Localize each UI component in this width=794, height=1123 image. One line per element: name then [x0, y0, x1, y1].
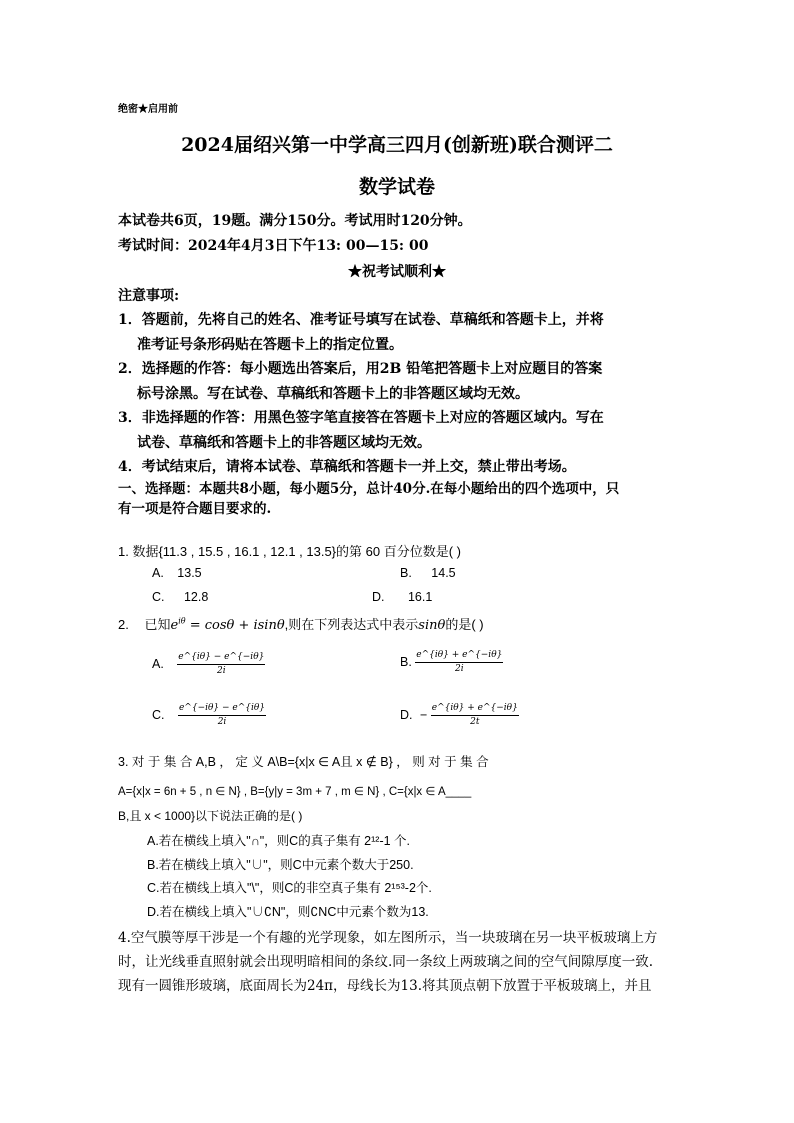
note-1-line-2: 准考证号条形码贴在答题卡上的指定位置。 — [137, 337, 403, 353]
exam-info-line-1: 本试卷共6页，19题。满分150分。考试用时120分钟。 — [118, 213, 472, 229]
q2-option-c-fraction — [178, 703, 266, 728]
notes-heading: 注意事项: — [118, 288, 180, 304]
q1-option-a-label: A. — [152, 566, 164, 580]
note-1-line-1: 1．答题前，先将自己的姓名、准考证号填写在试卷、草稿纸和答题卡上，并将 — [118, 312, 604, 328]
q2-option-a-denominator: 2i — [217, 666, 226, 676]
q2-number: 2. — [118, 617, 129, 632]
q2-option-d[interactable] — [400, 703, 519, 728]
q2-option-d-label: D. — [400, 707, 413, 722]
q2-euler-base: e — [170, 618, 179, 633]
q3-line-2: A={x|x = 6n + 5 , n ∈ N} , B={y|y = 3m + 7 , m ∈ N} , C={x|x ∈ A____ — [118, 786, 472, 798]
q2-target: sinθ — [418, 618, 446, 633]
q2-stem — [118, 614, 484, 633]
q3-option-c[interactable]: C.若在横线上填入"\"，则C的非空真子集有 2¹⁵³-2个. — [147, 881, 432, 895]
q3-line-1: 3. 对 于 集 合 A,B ， 定 义 A\B={x|x ∈ A且 x ∉ B} ， 则 对 于 集 合 — [118, 755, 489, 769]
q2-option-d-fraction — [431, 703, 519, 728]
q1-option-d[interactable] — [372, 590, 432, 604]
blessing-text: ★祝考试顺利★ — [348, 264, 446, 280]
q1-option-b-text: 14.5 — [431, 566, 456, 580]
q2-option-d-denominator: 2t — [470, 717, 480, 727]
exam-title: 2024届绍兴第一中学高三四月(创新班)联合测评二 — [181, 134, 613, 156]
q1-option-b-label: B. — [400, 566, 412, 580]
q1-option-d-label: D. — [372, 590, 385, 604]
q2-option-b[interactable] — [400, 650, 503, 675]
q2-option-d-numerator: e^{iθ} + e^{−iθ} — [431, 703, 519, 716]
q2-prefix: 已知 — [144, 617, 171, 632]
q3-option-a[interactable]: A.若在横线上填入"∩"，则C的真子集有 2¹²-1 个. — [147, 834, 411, 848]
q2-option-c-denominator: 2i — [217, 717, 227, 727]
section-1-line-1: 一、选择题：本题共8小题，每小题5分，总计40分.在每小题给出的四个选项中，只 — [118, 481, 620, 497]
q3-line-3: B,且 x < 1000}以下说法正确的是( ) — [118, 809, 303, 823]
note-3-line-2: 试卷、草稿纸和答题卡上的非答题区域均无效。 — [137, 435, 431, 451]
q2-option-a[interactable] — [152, 652, 265, 677]
note-2-line-1: 2．选择题的作答：每小题选出答案后，用2B 铅笔把答题卡上对应题目的答案 — [118, 361, 603, 377]
q2-option-b-label: B. — [400, 654, 412, 669]
q2-option-c[interactable] — [152, 703, 266, 728]
q4-line-3: 现有一圆锥形玻璃，底面周长为24π，母线长为13.将其顶点朝下放置于平板玻璃上，并且 — [118, 978, 652, 994]
q2-euler-exponent: iθ — [178, 616, 186, 626]
q3-option-b[interactable]: B.若在横线上填入"∪"，则C中元素个数大于250. — [147, 858, 414, 872]
confidential-mark: 绝密★启用前 — [118, 104, 178, 115]
q2-option-b-fraction — [415, 650, 503, 675]
note-3-line-1: 3．非选择题的作答：用黑色签字笔直接答在答题卡上对应的答题区域内。写在 — [118, 410, 604, 426]
q4-line-1: 4.空气膜等厚干涉是一个有趣的光学现象，如左图所示，当一块玻璃在另一块平板玻璃上方 — [118, 930, 658, 946]
q2-option-a-fraction — [177, 652, 265, 677]
q2-middle: ,则在下列表达式中表示 — [284, 617, 419, 632]
q2-option-a-label: A. — [152, 656, 164, 671]
q1-option-c-label: C. — [152, 590, 165, 604]
q3-option-d[interactable]: D.若在横线上填入"∪∁N"，则∁NC中元素个数为13. — [147, 905, 429, 919]
q2-suffix: 的是( ) — [445, 617, 484, 632]
q1-option-d-text: 16.1 — [407, 590, 433, 604]
note-4: 4．考试结束后，请将本试卷、草稿纸和答题卡一并上交，禁止带出考场。 — [118, 459, 576, 475]
q1-option-a[interactable] — [152, 566, 202, 580]
exam-info-line-2: 考试时间：2024年4月3日下午13: 00—15: 00 — [118, 238, 429, 254]
q2-option-b-denominator: 2i — [455, 664, 464, 674]
section-1-line-2: 有一项是符合题目要求的. — [118, 501, 272, 517]
q1-option-b[interactable] — [400, 566, 456, 580]
q2-option-d-sign: − — [419, 707, 428, 722]
exam-subtitle: 数学试卷 — [358, 176, 435, 198]
note-2-line-2: 标号涂黑。写在试卷、草稿纸和答题卡上的非答题区域均无效。 — [137, 386, 529, 402]
q1-option-c-text: 12.8 — [183, 590, 209, 604]
q2-option-c-label: C. — [152, 707, 165, 722]
q1-option-a-text: 13.5 — [177, 566, 202, 580]
q1-option-c[interactable] — [152, 590, 208, 604]
q1-stem: 1. 数据{11.3 , 15.5 , 16.1 , 12.1 , 13.5}的第 60 百分位数是( ) — [118, 544, 461, 559]
q2-option-b-numerator: e^{iθ} + e^{−iθ} — [415, 650, 503, 663]
q2-option-c-numerator: e^{−iθ} − e^{iθ} — [178, 703, 266, 716]
q2-option-a-numerator: e^{iθ} − e^{−iθ} — [177, 652, 265, 665]
q2-euler-rest: = cosθ + isinθ — [185, 618, 285, 633]
q4-line-2: 时，让光线垂直照射就会出现明暗相间的条纹.同一条纹上两玻璃之间的空气间隙厚度一致. — [118, 954, 654, 970]
